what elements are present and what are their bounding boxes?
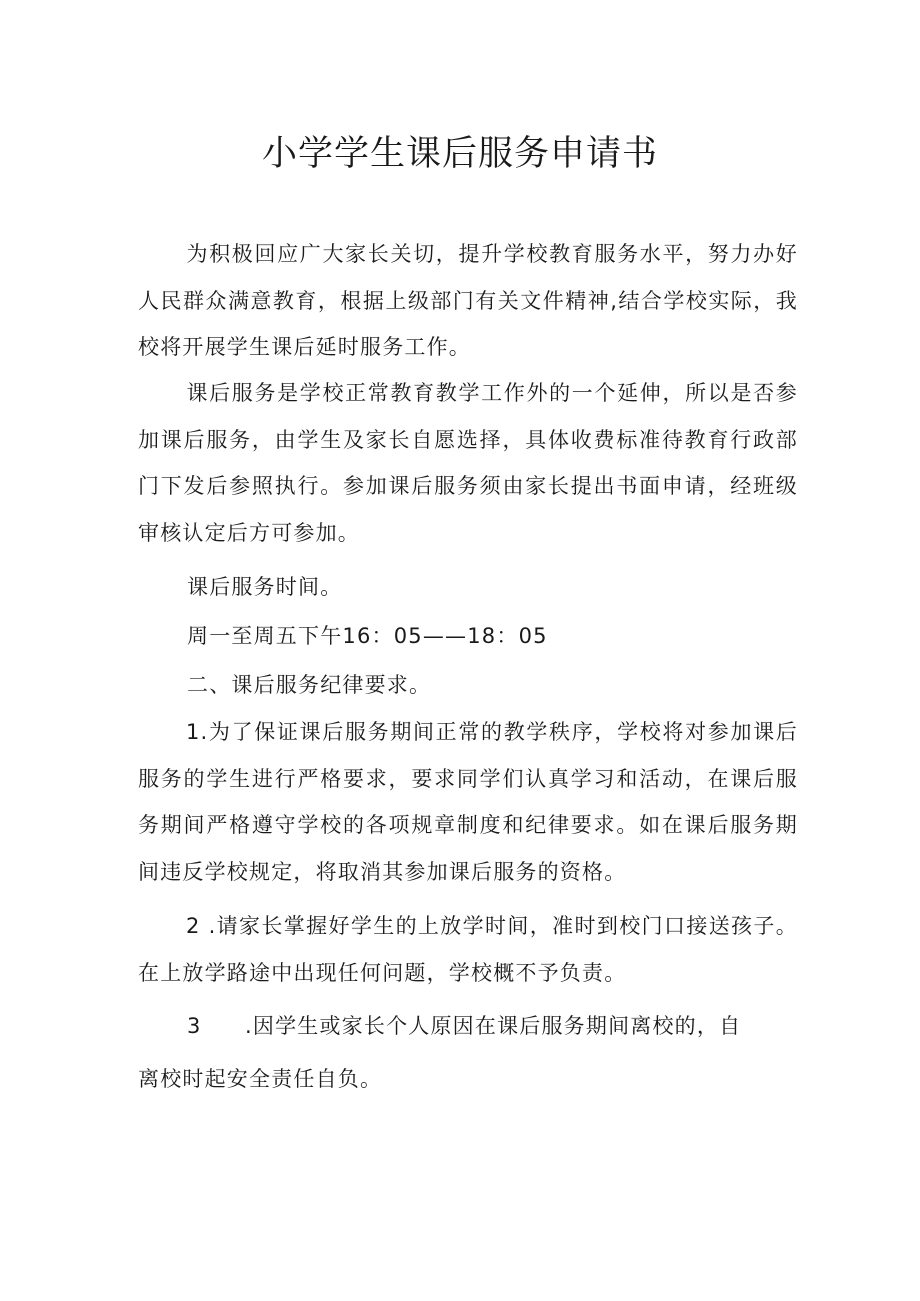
paragraph-rule-2-text: 2 .请家长掌握好学生的上放学时间，准时到校门口接送孩子。在上放学路途中出现任何问题，学校概不予负责。	[138, 914, 798, 985]
paragraph-rule-3-number: 3	[187, 1014, 202, 1038]
paragraph-service-description	[138, 370, 798, 556]
paragraph-intro	[138, 231, 798, 371]
paragraph-rule-1	[138, 709, 798, 895]
paragraph-rule-3: .因学生或家长个人原因在课后服务期间离校的，自	[245, 1014, 742, 1038]
paragraph-service-description-text: 课后服务是学校正常教育教学工作外的一个延伸，所以是否参加课后服务，由学生及家长自愿选择，具体收费标准待教育行政部门下发后参照执行。参加课后服务须由家长提出书面申请，经班级审核认定后方可参加。	[138, 381, 798, 545]
paragraph-discipline-heading: 二、课后服务纪律要求。	[187, 673, 432, 697]
paragraph-intro-text: 为积极回应广大家长关切，提升学校教育服务水平，努力办好人民群众满意教育，根据上级部门有关文件精神,结合学校实际，我校将开展学生课后延时服务工作。	[138, 242, 798, 359]
document-title: 小学学生课后服务申请书	[261, 134, 658, 174]
paragraph-rule-1-text: 1.为了保证课后服务期间正常的教学秩序，学校将对参加课后服务的学生进行严格要求，要求同学们认真学习和活动，在课后服务期间严格遵守学校的各项规章制度和纪律要求。如在课后服务期间违反学校规定，将取消其参加课后服务的资格。	[138, 720, 798, 884]
paragraph-service-time-heading: 课后服务时间。	[187, 575, 343, 599]
paragraph-rule-3-continued: 离校时起安全责任自负。	[138, 1067, 383, 1091]
paragraph-rule-2	[138, 903, 798, 996]
paragraph-service-time: 周一至周五下午16：05——18：05	[187, 624, 548, 648]
